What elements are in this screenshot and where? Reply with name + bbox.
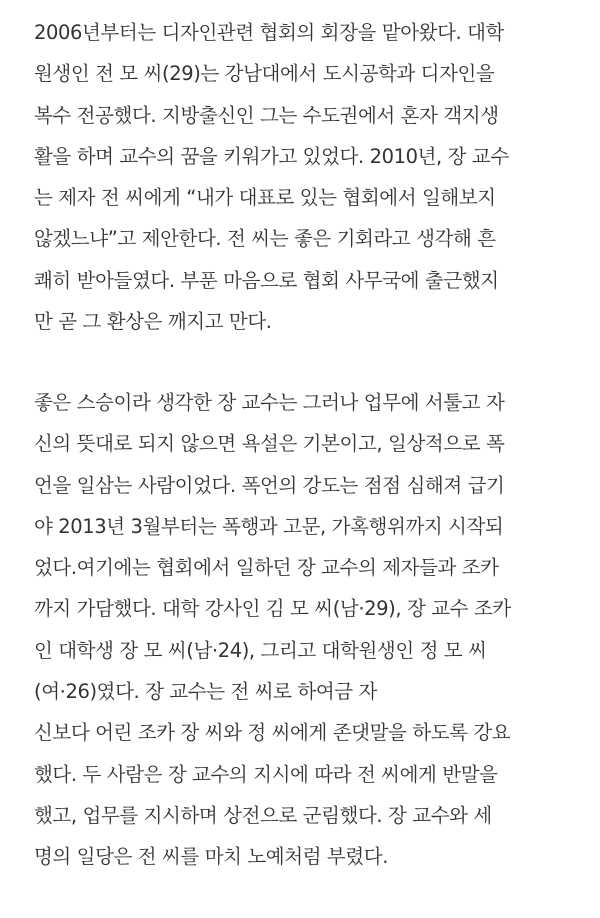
text-line: 2006년부터는 디자인관련 협회의 회장을 맡아왔다. 대학 bbox=[34, 21, 504, 44]
text-line: 인 대학생 장 모 씨(남·24), 그리고 대학원생인 정 모 씨 bbox=[34, 638, 487, 662]
text-line: 명의 일당은 전 씨를 마치 노예처럼 부렸다. bbox=[34, 845, 389, 869]
text-line: (여·26)였다. 장 교수는 전 씨로 하여금 자 bbox=[34, 680, 377, 704]
text-line: 야 2013년 3월부터는 폭행과 고문, 가혹행위까지 시작되 bbox=[34, 514, 504, 538]
text-line: 했고, 업무를 지시하며 상전으로 군림했다. 장 교수와 세 bbox=[34, 803, 492, 827]
text-line: 했다. 두 사람은 장 교수의 지시에 따라 전 씨에게 반말을 bbox=[34, 762, 498, 786]
text-line: 쾌히 받아들였다. 부푼 마음으로 협회 사무국에 출근했지 bbox=[34, 268, 499, 292]
text-line: 는 제자 전 씨에게 “내가 대표로 있는 협회에서 일해보지 bbox=[34, 186, 496, 210]
text-line: 않겠느냐”고 제안한다. 전 씨는 좋은 기회라고 생각해 흔 bbox=[34, 227, 496, 251]
text-line: 었다.여기에는 협회에서 일하던 장 교수의 제자들과 조카 bbox=[34, 556, 499, 580]
text-line: 만 곧 그 환상은 깨지고 만다. bbox=[34, 310, 272, 334]
text-line: 복수 전공했다. 지방출신인 그는 수도권에서 혼자 객지생 bbox=[34, 103, 499, 127]
paragraph-1 bbox=[34, 12, 509, 342]
text-line: 까지 가담했다. 대학 강사인 김 모 씨(남·29), 장 교수 조카 bbox=[34, 597, 511, 621]
text-line: 신보다 어린 조카 장 씨와 정 씨에게 존댓말을 하도록 강요 bbox=[34, 721, 511, 745]
text-line: 신의 뜻대로 되지 않으면 욕설은 기본이고, 일상적으로 폭 bbox=[34, 432, 505, 456]
text-line: 좋은 스승이라 생각한 장 교수는 그러나 업무에 서툴고 자 bbox=[34, 391, 505, 414]
text-line: 원생인 전 모 씨(29)는 강남대에서 도시공학과 디자인을 bbox=[34, 62, 495, 86]
paragraph-2 bbox=[34, 382, 511, 878]
text-line: 언을 일삼는 사람이었다. 폭언의 강도는 점점 심해져 급기 bbox=[34, 473, 505, 497]
text-line: 활을 하며 교수의 꿈을 키워가고 있었다. 2010년, 장 교수 bbox=[34, 144, 509, 168]
